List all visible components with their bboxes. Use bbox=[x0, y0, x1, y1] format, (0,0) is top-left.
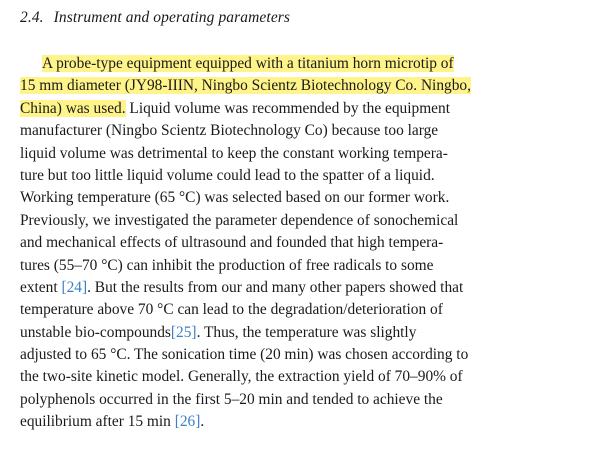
text-span: ture but too little liquid volume could lead to the spatter of a liquid. bbox=[20, 166, 435, 184]
text-line bbox=[20, 299, 580, 321]
text-span: extent bbox=[20, 278, 62, 296]
text-line bbox=[20, 75, 580, 97]
text-line bbox=[20, 344, 580, 366]
text-line bbox=[20, 232, 580, 254]
text-span: the two-site kinetic model. Generally, the extraction yield of 70–90% of bbox=[20, 368, 463, 386]
text-line bbox=[20, 322, 580, 344]
text-span: manufacturer (Ningbo Scientz Biotechnology Co) because too large bbox=[20, 122, 439, 140]
highlighted-text: 15 mm diameter (JY98-IIIN, Ningbo Scientz Biotechnology Co. Ningbo, bbox=[20, 77, 471, 95]
text-span: and mechanical effects of ultrasound and founded that high tempera- bbox=[20, 234, 444, 252]
text-span: temperature above 70 °C can lead to the degradation/deterioration of bbox=[20, 301, 443, 319]
section-title: Instrument and operating parameters bbox=[53, 9, 291, 26]
highlighted-text: A probe-type equipment equipped with a titanium horn microtip of bbox=[42, 55, 454, 72]
text-span: Previously, we investigated the parameter dependence of sonochemical bbox=[20, 211, 459, 229]
text-line bbox=[20, 255, 580, 277]
text-line bbox=[20, 210, 580, 232]
text-span: Liquid volume was recommended by the equipment bbox=[125, 99, 450, 117]
text-span: equilibrium after 15 min bbox=[20, 413, 175, 431]
text-span: . Thus, the temperature was slightly bbox=[196, 323, 417, 341]
text-span: . But the results from our and many other papers showed that bbox=[87, 278, 464, 296]
highlighted-text: China) was used. bbox=[20, 99, 126, 117]
citation-link[interactable]: [26] bbox=[174, 413, 201, 431]
text-line bbox=[20, 389, 580, 411]
section-heading bbox=[20, 9, 290, 27]
text-line bbox=[20, 366, 580, 388]
text-line bbox=[20, 187, 580, 209]
text-span: tures (55–70 °C) can inhibit the production of free radicals to some bbox=[20, 256, 434, 274]
text-line bbox=[20, 98, 580, 120]
citation-link[interactable]: [25] bbox=[170, 323, 197, 341]
text-line bbox=[20, 165, 580, 187]
text-line bbox=[20, 277, 580, 299]
text-span: liquid volume was detrimental to keep the constant working tempera- bbox=[20, 144, 448, 162]
text-span: adjusted to 65 °C. The sonication time (20 min) was chosen according to bbox=[20, 346, 469, 364]
text-span: Working temperature (65 °C) was selected based on our former work. bbox=[20, 189, 450, 207]
body-paragraph bbox=[20, 53, 580, 434]
text-line bbox=[20, 53, 580, 75]
text-line bbox=[20, 143, 580, 165]
text-span: unstable bio-compounds bbox=[20, 323, 171, 341]
text-span: . bbox=[200, 413, 205, 431]
text-line bbox=[20, 411, 580, 433]
citation-link[interactable]: [24] bbox=[61, 278, 88, 296]
text-span: polyphenols occurred in the first 5–20 min and tended to achieve the bbox=[20, 390, 443, 408]
text-line bbox=[20, 120, 580, 142]
section-number: 2.4. bbox=[20, 9, 44, 26]
